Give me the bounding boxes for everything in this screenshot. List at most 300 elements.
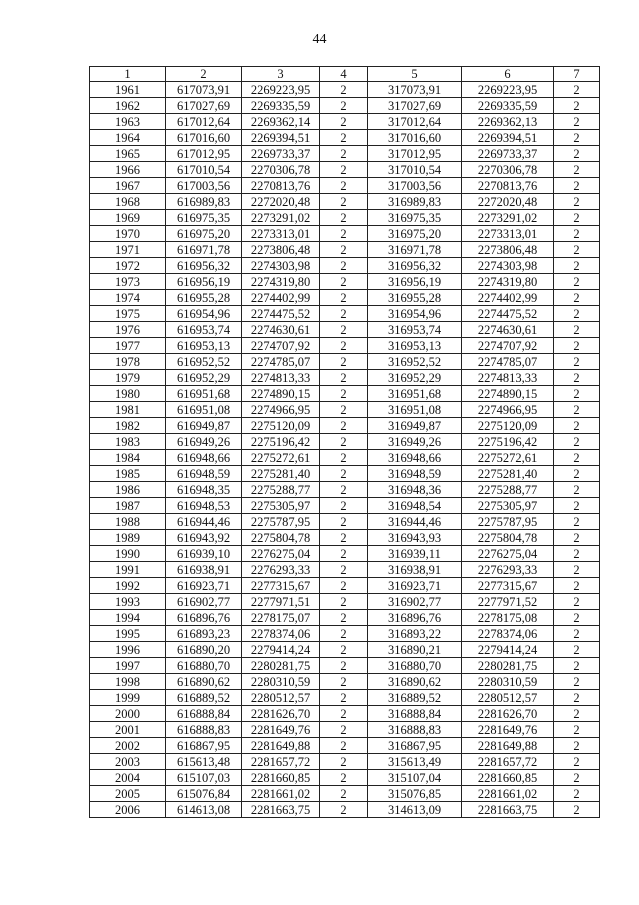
accuracy-class-cell: 2 — [320, 178, 368, 194]
accuracy-class-cell: 2 — [320, 258, 368, 274]
x-coordinate-cell: 616890,20 — [166, 642, 242, 658]
column-header: 7 — [554, 67, 600, 82]
x-coordinate-cell: 616902,77 — [166, 594, 242, 610]
accuracy-class-alt-cell: 2 — [554, 130, 600, 146]
accuracy-class-cell: 2 — [320, 418, 368, 434]
y-coordinate-cell: 2274785,07 — [242, 354, 320, 370]
table-row — [90, 802, 600, 818]
x-coordinate-alt-cell: 316953,13 — [368, 338, 462, 354]
x-coordinate-alt-cell: 317073,91 — [368, 82, 462, 98]
y-coordinate-cell: 2279414,24 — [242, 642, 320, 658]
y-coordinate-alt-cell: 2281657,72 — [462, 754, 554, 770]
x-coordinate-cell: 616890,62 — [166, 674, 242, 690]
table-row — [90, 450, 600, 466]
accuracy-class-cell: 2 — [320, 434, 368, 450]
y-coordinate-alt-cell: 2269733,37 — [462, 146, 554, 162]
point-number-cell: 1974 — [90, 290, 166, 306]
y-coordinate-cell: 2270813,76 — [242, 178, 320, 194]
y-coordinate-cell: 2275305,97 — [242, 498, 320, 514]
y-coordinate-alt-cell: 2279414,24 — [462, 642, 554, 658]
accuracy-class-cell: 2 — [320, 370, 368, 386]
accuracy-class-alt-cell: 2 — [554, 210, 600, 226]
table-row — [90, 338, 600, 354]
y-coordinate-alt-cell: 2281649,88 — [462, 738, 554, 754]
point-number-cell: 1969 — [90, 210, 166, 226]
y-coordinate-alt-cell: 2275787,95 — [462, 514, 554, 530]
y-coordinate-cell: 2274303,98 — [242, 258, 320, 274]
x-coordinate-alt-cell: 316893,22 — [368, 626, 462, 642]
x-coordinate-alt-cell: 316951,68 — [368, 386, 462, 402]
accuracy-class-alt-cell: 2 — [554, 450, 600, 466]
accuracy-class-cell: 2 — [320, 114, 368, 130]
table-row — [90, 306, 600, 322]
y-coordinate-cell: 2281663,75 — [242, 802, 320, 818]
point-number-cell: 1986 — [90, 482, 166, 498]
y-coordinate-alt-cell: 2280512,57 — [462, 690, 554, 706]
column-header: 4 — [320, 67, 368, 82]
y-coordinate-alt-cell: 2281663,75 — [462, 802, 554, 818]
accuracy-class-alt-cell: 2 — [554, 658, 600, 674]
y-coordinate-alt-cell: 2274966,95 — [462, 402, 554, 418]
accuracy-class-cell: 2 — [320, 210, 368, 226]
x-coordinate-cell: 617073,91 — [166, 82, 242, 98]
point-number-cell: 1981 — [90, 402, 166, 418]
y-coordinate-cell: 2280281,75 — [242, 658, 320, 674]
y-coordinate-alt-cell: 2269223,95 — [462, 82, 554, 98]
y-coordinate-cell: 2275787,95 — [242, 514, 320, 530]
x-coordinate-cell: 616948,59 — [166, 466, 242, 482]
point-number-cell: 1985 — [90, 466, 166, 482]
x-coordinate-cell: 617003,56 — [166, 178, 242, 194]
x-coordinate-cell: 616952,29 — [166, 370, 242, 386]
x-coordinate-cell: 616951,08 — [166, 402, 242, 418]
x-coordinate-alt-cell: 316880,70 — [368, 658, 462, 674]
accuracy-class-alt-cell: 2 — [554, 786, 600, 802]
x-coordinate-alt-cell: 316948,54 — [368, 498, 462, 514]
x-coordinate-cell: 616956,32 — [166, 258, 242, 274]
x-coordinate-alt-cell: 317027,69 — [368, 98, 462, 114]
y-coordinate-cell: 2281661,02 — [242, 786, 320, 802]
y-coordinate-alt-cell: 2277315,67 — [462, 578, 554, 594]
x-coordinate-cell: 616949,87 — [166, 418, 242, 434]
accuracy-class-alt-cell: 2 — [554, 706, 600, 722]
accuracy-class-alt-cell: 2 — [554, 802, 600, 818]
accuracy-class-alt-cell: 2 — [554, 722, 600, 738]
x-coordinate-cell: 614613,08 — [166, 802, 242, 818]
x-coordinate-alt-cell: 317010,54 — [368, 162, 462, 178]
y-coordinate-alt-cell: 2281626,70 — [462, 706, 554, 722]
y-coordinate-cell: 2277315,67 — [242, 578, 320, 594]
y-coordinate-cell: 2274475,52 — [242, 306, 320, 322]
table-row — [90, 130, 600, 146]
point-number-cell: 1962 — [90, 98, 166, 114]
y-coordinate-alt-cell: 2281661,02 — [462, 786, 554, 802]
x-coordinate-alt-cell: 316889,52 — [368, 690, 462, 706]
x-coordinate-alt-cell: 316949,87 — [368, 418, 462, 434]
y-coordinate-alt-cell: 2272020,48 — [462, 194, 554, 210]
x-coordinate-alt-cell: 316943,93 — [368, 530, 462, 546]
y-coordinate-cell: 2274402,99 — [242, 290, 320, 306]
point-number-cell: 2001 — [90, 722, 166, 738]
x-coordinate-alt-cell: 316952,29 — [368, 370, 462, 386]
y-coordinate-alt-cell: 2274303,98 — [462, 258, 554, 274]
x-coordinate-alt-cell: 316956,32 — [368, 258, 462, 274]
x-coordinate-cell: 616943,92 — [166, 530, 242, 546]
x-coordinate-cell: 616923,71 — [166, 578, 242, 594]
accuracy-class-cell: 2 — [320, 226, 368, 242]
table-row — [90, 562, 600, 578]
point-number-cell: 1968 — [90, 194, 166, 210]
accuracy-class-alt-cell: 2 — [554, 434, 600, 450]
table-row — [90, 658, 600, 674]
y-coordinate-alt-cell: 2281649,76 — [462, 722, 554, 738]
y-coordinate-alt-cell: 2275272,61 — [462, 450, 554, 466]
point-number-cell: 1988 — [90, 514, 166, 530]
table-row — [90, 706, 600, 722]
y-coordinate-cell: 2274630,61 — [242, 322, 320, 338]
point-number-cell: 2000 — [90, 706, 166, 722]
point-number-cell: 1979 — [90, 370, 166, 386]
accuracy-class-cell: 2 — [320, 386, 368, 402]
y-coordinate-alt-cell: 2270306,78 — [462, 162, 554, 178]
accuracy-class-alt-cell: 2 — [554, 98, 600, 114]
table-row — [90, 498, 600, 514]
accuracy-class-alt-cell: 2 — [554, 370, 600, 386]
table-row — [90, 258, 600, 274]
x-coordinate-alt-cell: 316956,19 — [368, 274, 462, 290]
accuracy-class-alt-cell: 2 — [554, 306, 600, 322]
table-row — [90, 530, 600, 546]
table-row — [90, 274, 600, 290]
y-coordinate-cell: 2274966,95 — [242, 402, 320, 418]
x-coordinate-cell: 615613,48 — [166, 754, 242, 770]
table-row — [90, 418, 600, 434]
accuracy-class-cell: 2 — [320, 514, 368, 530]
y-coordinate-cell: 2281657,72 — [242, 754, 320, 770]
table-row — [90, 466, 600, 482]
y-coordinate-cell: 2274890,15 — [242, 386, 320, 402]
y-coordinate-cell: 2281660,85 — [242, 770, 320, 786]
x-coordinate-alt-cell: 316896,76 — [368, 610, 462, 626]
accuracy-class-cell: 2 — [320, 306, 368, 322]
point-number-cell: 1991 — [90, 562, 166, 578]
table-row — [90, 226, 600, 242]
x-coordinate-cell: 616944,46 — [166, 514, 242, 530]
y-coordinate-cell: 2281649,88 — [242, 738, 320, 754]
column-header: 1 — [90, 67, 166, 82]
accuracy-class-cell: 2 — [320, 194, 368, 210]
x-coordinate-alt-cell: 316888,84 — [368, 706, 462, 722]
table-row — [90, 178, 600, 194]
table-header — [90, 67, 600, 82]
column-header: 5 — [368, 67, 462, 82]
y-coordinate-alt-cell: 2274319,80 — [462, 274, 554, 290]
x-coordinate-alt-cell: 316952,52 — [368, 354, 462, 370]
accuracy-class-alt-cell: 2 — [554, 194, 600, 210]
x-coordinate-cell: 616975,20 — [166, 226, 242, 242]
accuracy-class-cell: 2 — [320, 754, 368, 770]
y-coordinate-alt-cell: 2270813,76 — [462, 178, 554, 194]
y-coordinate-cell: 2275196,42 — [242, 434, 320, 450]
accuracy-class-cell: 2 — [320, 130, 368, 146]
x-coordinate-alt-cell: 316948,59 — [368, 466, 462, 482]
x-coordinate-cell: 616953,13 — [166, 338, 242, 354]
x-coordinate-alt-cell: 316949,26 — [368, 434, 462, 450]
point-number-cell: 1980 — [90, 386, 166, 402]
accuracy-class-alt-cell: 2 — [554, 594, 600, 610]
accuracy-class-cell: 2 — [320, 562, 368, 578]
accuracy-class-alt-cell: 2 — [554, 498, 600, 514]
x-coordinate-cell: 616955,28 — [166, 290, 242, 306]
point-number-cell: 1976 — [90, 322, 166, 338]
x-coordinate-cell: 616938,91 — [166, 562, 242, 578]
accuracy-class-alt-cell: 2 — [554, 290, 600, 306]
x-coordinate-alt-cell: 316954,96 — [368, 306, 462, 322]
accuracy-class-alt-cell: 2 — [554, 690, 600, 706]
table-row — [90, 770, 600, 786]
x-coordinate-cell: 616888,83 — [166, 722, 242, 738]
accuracy-class-cell: 2 — [320, 770, 368, 786]
y-coordinate-alt-cell: 2275305,97 — [462, 498, 554, 514]
x-coordinate-cell: 615107,03 — [166, 770, 242, 786]
point-number-cell: 2003 — [90, 754, 166, 770]
table-row — [90, 786, 600, 802]
accuracy-class-alt-cell: 2 — [554, 82, 600, 98]
table-row — [90, 722, 600, 738]
x-coordinate-alt-cell: 316944,46 — [368, 514, 462, 530]
y-coordinate-alt-cell: 2274890,15 — [462, 386, 554, 402]
accuracy-class-cell: 2 — [320, 642, 368, 658]
accuracy-class-cell: 2 — [320, 578, 368, 594]
table-row — [90, 210, 600, 226]
y-coordinate-alt-cell: 2273806,48 — [462, 242, 554, 258]
point-number-cell: 1989 — [90, 530, 166, 546]
x-coordinate-alt-cell: 316938,91 — [368, 562, 462, 578]
accuracy-class-alt-cell: 2 — [554, 466, 600, 482]
x-coordinate-cell: 616948,66 — [166, 450, 242, 466]
x-coordinate-cell: 617027,69 — [166, 98, 242, 114]
table-row — [90, 290, 600, 306]
y-coordinate-cell: 2269733,37 — [242, 146, 320, 162]
y-coordinate-cell: 2274319,80 — [242, 274, 320, 290]
x-coordinate-cell: 616888,84 — [166, 706, 242, 722]
y-coordinate-alt-cell: 2277971,52 — [462, 594, 554, 610]
point-number-cell: 1984 — [90, 450, 166, 466]
table-row — [90, 610, 600, 626]
point-number-cell: 1987 — [90, 498, 166, 514]
x-coordinate-cell: 616954,96 — [166, 306, 242, 322]
point-number-cell: 1996 — [90, 642, 166, 658]
accuracy-class-cell: 2 — [320, 146, 368, 162]
accuracy-class-alt-cell: 2 — [554, 322, 600, 338]
x-coordinate-cell: 616880,70 — [166, 658, 242, 674]
y-coordinate-cell: 2275272,61 — [242, 450, 320, 466]
page-number: 44 — [312, 32, 327, 47]
y-coordinate-alt-cell: 2275120,09 — [462, 418, 554, 434]
accuracy-class-cell: 2 — [320, 290, 368, 306]
accuracy-class-alt-cell: 2 — [554, 338, 600, 354]
accuracy-class-alt-cell: 2 — [554, 642, 600, 658]
accuracy-class-cell: 2 — [320, 722, 368, 738]
y-coordinate-alt-cell: 2274475,52 — [462, 306, 554, 322]
point-number-cell: 2006 — [90, 802, 166, 818]
point-number-cell: 1990 — [90, 546, 166, 562]
point-number-cell: 1994 — [90, 610, 166, 626]
point-number-cell: 1972 — [90, 258, 166, 274]
x-coordinate-cell: 616952,52 — [166, 354, 242, 370]
accuracy-class-cell: 2 — [320, 802, 368, 818]
accuracy-class-cell: 2 — [320, 82, 368, 98]
table-body — [90, 82, 600, 818]
table-row — [90, 482, 600, 498]
point-number-cell: 1963 — [90, 114, 166, 130]
accuracy-class-cell: 2 — [320, 674, 368, 690]
column-header: 6 — [462, 67, 554, 82]
x-coordinate-cell: 616975,35 — [166, 210, 242, 226]
accuracy-class-cell: 2 — [320, 530, 368, 546]
x-coordinate-alt-cell: 316948,66 — [368, 450, 462, 466]
accuracy-class-alt-cell: 2 — [554, 162, 600, 178]
table-row — [90, 146, 600, 162]
y-coordinate-cell: 2269362,14 — [242, 114, 320, 130]
y-coordinate-alt-cell: 2275196,42 — [462, 434, 554, 450]
x-coordinate-cell: 616939,10 — [166, 546, 242, 562]
y-coordinate-cell: 2269223,95 — [242, 82, 320, 98]
accuracy-class-cell: 2 — [320, 786, 368, 802]
table-row — [90, 82, 600, 98]
point-number-cell: 1983 — [90, 434, 166, 450]
accuracy-class-alt-cell: 2 — [554, 674, 600, 690]
accuracy-class-cell: 2 — [320, 594, 368, 610]
y-coordinate-alt-cell: 2274630,61 — [462, 322, 554, 338]
accuracy-class-alt-cell: 2 — [554, 530, 600, 546]
y-coordinate-cell: 2278175,07 — [242, 610, 320, 626]
table-row — [90, 434, 600, 450]
y-coordinate-cell: 2274707,92 — [242, 338, 320, 354]
point-number-cell: 1967 — [90, 178, 166, 194]
table-row — [90, 386, 600, 402]
y-coordinate-cell: 2269335,59 — [242, 98, 320, 114]
accuracy-class-cell: 2 — [320, 498, 368, 514]
accuracy-class-alt-cell: 2 — [554, 610, 600, 626]
accuracy-class-cell: 2 — [320, 658, 368, 674]
point-number-cell: 1998 — [90, 674, 166, 690]
table-row — [90, 546, 600, 562]
accuracy-class-alt-cell: 2 — [554, 626, 600, 642]
x-coordinate-alt-cell: 316953,74 — [368, 322, 462, 338]
point-number-cell: 1964 — [90, 130, 166, 146]
x-coordinate-alt-cell: 315107,04 — [368, 770, 462, 786]
point-number-cell: 1975 — [90, 306, 166, 322]
accuracy-class-alt-cell: 2 — [554, 578, 600, 594]
x-coordinate-alt-cell: 315076,85 — [368, 786, 462, 802]
y-coordinate-cell: 2278374,06 — [242, 626, 320, 642]
accuracy-class-alt-cell: 2 — [554, 258, 600, 274]
y-coordinate-cell: 2272020,48 — [242, 194, 320, 210]
y-coordinate-alt-cell: 2274402,99 — [462, 290, 554, 306]
header-row — [90, 67, 600, 82]
y-coordinate-alt-cell: 2278175,08 — [462, 610, 554, 626]
y-coordinate-alt-cell: 2273313,01 — [462, 226, 554, 242]
accuracy-class-alt-cell: 2 — [554, 514, 600, 530]
y-coordinate-alt-cell: 2269335,59 — [462, 98, 554, 114]
x-coordinate-alt-cell: 316975,20 — [368, 226, 462, 242]
table-row — [90, 242, 600, 258]
y-coordinate-alt-cell: 2276275,04 — [462, 546, 554, 562]
x-coordinate-cell: 617010,54 — [166, 162, 242, 178]
accuracy-class-alt-cell: 2 — [554, 738, 600, 754]
column-header: 3 — [242, 67, 320, 82]
accuracy-class-cell: 2 — [320, 610, 368, 626]
table-row — [90, 162, 600, 178]
x-coordinate-alt-cell: 316923,71 — [368, 578, 462, 594]
accuracy-class-cell: 2 — [320, 274, 368, 290]
accuracy-class-alt-cell: 2 — [554, 274, 600, 290]
x-coordinate-cell: 616956,19 — [166, 274, 242, 290]
x-coordinate-alt-cell: 315613,49 — [368, 754, 462, 770]
x-coordinate-alt-cell: 316975,35 — [368, 210, 462, 226]
x-coordinate-alt-cell: 316890,21 — [368, 642, 462, 658]
y-coordinate-alt-cell: 2280281,75 — [462, 658, 554, 674]
y-coordinate-cell: 2269394,51 — [242, 130, 320, 146]
accuracy-class-cell: 2 — [320, 242, 368, 258]
y-coordinate-cell: 2270306,78 — [242, 162, 320, 178]
y-coordinate-cell: 2281649,76 — [242, 722, 320, 738]
accuracy-class-alt-cell: 2 — [554, 242, 600, 258]
accuracy-class-cell: 2 — [320, 626, 368, 642]
accuracy-class-cell: 2 — [320, 706, 368, 722]
accuracy-class-cell: 2 — [320, 98, 368, 114]
point-number-cell: 1966 — [90, 162, 166, 178]
accuracy-class-cell: 2 — [320, 338, 368, 354]
accuracy-class-cell: 2 — [320, 450, 368, 466]
y-coordinate-alt-cell: 2269394,51 — [462, 130, 554, 146]
y-coordinate-cell: 2275804,78 — [242, 530, 320, 546]
table-row — [90, 194, 600, 210]
y-coordinate-cell: 2273313,01 — [242, 226, 320, 242]
point-number-cell: 1961 — [90, 82, 166, 98]
x-coordinate-alt-cell: 316971,78 — [368, 242, 462, 258]
x-coordinate-alt-cell: 316902,77 — [368, 594, 462, 610]
y-coordinate-alt-cell: 2274707,92 — [462, 338, 554, 354]
point-number-cell: 1971 — [90, 242, 166, 258]
table-row — [90, 114, 600, 130]
y-coordinate-cell: 2275120,09 — [242, 418, 320, 434]
table-row — [90, 354, 600, 370]
accuracy-class-alt-cell: 2 — [554, 386, 600, 402]
point-number-cell: 2002 — [90, 738, 166, 754]
y-coordinate-cell: 2273806,48 — [242, 242, 320, 258]
accuracy-class-alt-cell: 2 — [554, 546, 600, 562]
accuracy-class-alt-cell: 2 — [554, 114, 600, 130]
y-coordinate-alt-cell: 2275804,78 — [462, 530, 554, 546]
x-coordinate-cell: 616948,35 — [166, 482, 242, 498]
y-coordinate-alt-cell: 2278374,06 — [462, 626, 554, 642]
coordinates-table — [89, 66, 600, 818]
y-coordinate-cell: 2277971,51 — [242, 594, 320, 610]
x-coordinate-alt-cell: 316955,28 — [368, 290, 462, 306]
y-coordinate-alt-cell: 2273291,02 — [462, 210, 554, 226]
point-number-cell: 1999 — [90, 690, 166, 706]
y-coordinate-alt-cell: 2281660,85 — [462, 770, 554, 786]
x-coordinate-alt-cell: 317012,95 — [368, 146, 462, 162]
x-coordinate-cell: 616953,74 — [166, 322, 242, 338]
x-coordinate-cell: 616867,95 — [166, 738, 242, 754]
y-coordinate-alt-cell: 2280310,59 — [462, 674, 554, 690]
point-number-cell: 1978 — [90, 354, 166, 370]
accuracy-class-alt-cell: 2 — [554, 178, 600, 194]
accuracy-class-cell: 2 — [320, 482, 368, 498]
